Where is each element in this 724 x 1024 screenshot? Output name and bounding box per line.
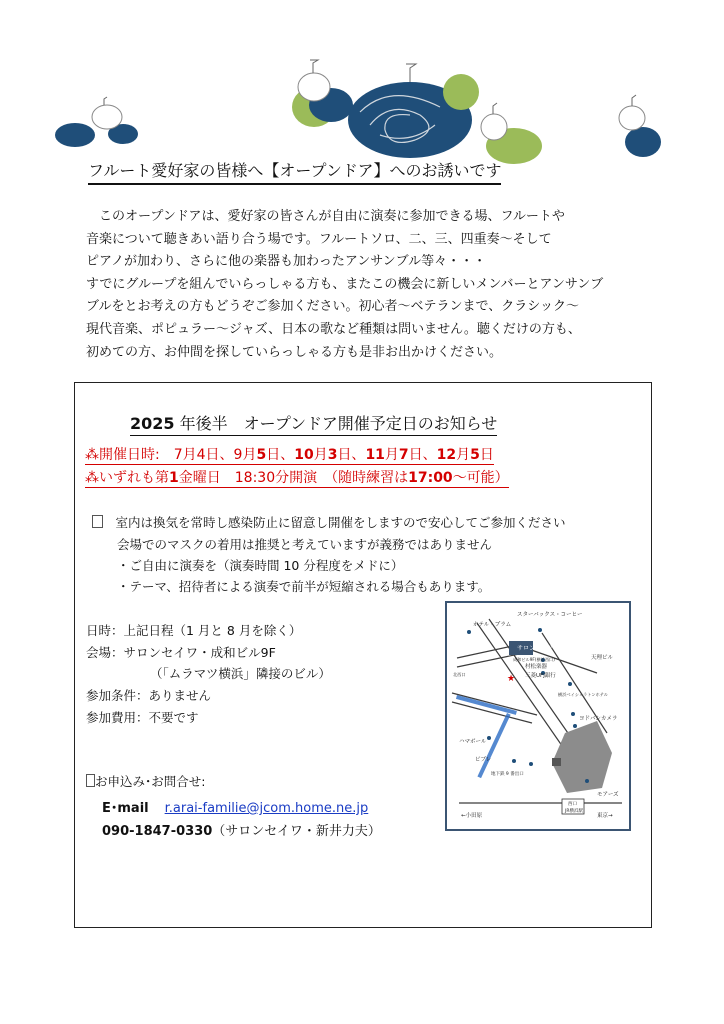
email-link[interactable]: r.arai-familie@jcom.home.ne.jp [164, 801, 369, 816]
info-date: 日時：上記日程（1 月と 8 月を除く） [86, 623, 302, 638]
date-num: 5 [256, 447, 267, 463]
dates-prefix: ⁂開催日時: 7月4日、9月 [85, 447, 257, 463]
map-label-subway: 地下鉄 9 番出口 [491, 772, 524, 777]
date-sep: 日、 [337, 447, 366, 463]
map-label-odawara: ←小田原 [461, 813, 483, 819]
date-sep: 日、 [408, 447, 437, 463]
intro-line: このオープンドアは、愛好家の皆さんが自由に演奏に参加できる場、フルートや [86, 209, 565, 224]
checkbox-icon [92, 515, 103, 528]
notice-title [130, 411, 497, 436]
event-schedule [85, 469, 509, 488]
checkbox-icon [86, 774, 95, 787]
map-label-moas: モアーズ [597, 792, 619, 798]
date-sep: 日、 [266, 447, 295, 463]
map-label-kitanishi: 北西口 [453, 672, 466, 677]
date-num: 7 [398, 447, 409, 463]
map-label-mufg: 三菱UFJ銀行 [525, 673, 556, 679]
map-label-murao: 村松楽器 [525, 664, 548, 670]
date-num: 5 [470, 447, 480, 463]
decorative-ornaments [0, 0, 724, 165]
date-num: 11 [365, 447, 385, 463]
map-label-starbucks: スターバックス・コーヒー [517, 612, 583, 618]
venue-star-icon: ★ [507, 674, 516, 684]
contact-tel-row [102, 820, 381, 839]
map-label-tokyo: 東京→ [597, 813, 613, 819]
event-dates [85, 446, 494, 465]
map-label-hamaboru: ハマボール [459, 739, 487, 745]
ornament-circles-icon [55, 73, 661, 164]
info-venue: 会場：サロンセイワ・成和ビル9F [86, 645, 276, 660]
date-sep: 月 [313, 447, 328, 463]
date-sep: 月 [456, 447, 471, 463]
date-num: 12 [436, 447, 457, 463]
schedule-prefix: ⁂いずれも第 [85, 470, 169, 486]
schedule-end: ～可能） [452, 470, 509, 486]
intro-paragraph [86, 206, 646, 364]
date-sep: 月 [384, 447, 399, 463]
email-label: E･mail [102, 801, 149, 816]
info-condition: 参加条件：ありません [86, 688, 212, 703]
intro-line: 初めての方、お仲間を探していらっしゃる方も是非お出かけください。 [86, 344, 503, 360]
contact-heading-text: お申込み･お問合せ: [95, 774, 206, 789]
intro-line: ピアノが加わり、さらに他の楽器も加わったアンサンブル等々・・・ [86, 254, 487, 270]
date-num: 10 [294, 447, 314, 463]
notice-year: 2025 [130, 414, 175, 433]
note-line: ・ご自由に演奏を（演奏時間 10 分程度をメドに） [92, 558, 404, 573]
contact-email-row [102, 797, 368, 816]
schedule-num: 1 [169, 470, 179, 486]
map-label-salon: サロンセイワ [517, 645, 553, 652]
intro-line: 現代音楽、ポピュラー～ジャズ、日本の歌など種類は問いません。聴くだけの方も、 [86, 321, 581, 337]
contact-heading [86, 773, 205, 791]
schedule-mid: 金曜日 18:30分開演 （随時練習は [178, 470, 409, 486]
intro-line: ブルをとお考えの方もどうぞご参加ください。初心者～ベテランまで、クラシック～ [86, 299, 579, 315]
note-line: 会場でのマスクの着用は推奨と考えていますが義務ではありません [92, 537, 493, 552]
intro-line: 音楽について聴きあい語り合う場です。フルートソロ、二、三、四重奏～そして [86, 231, 552, 247]
date-sep: 日 [479, 447, 494, 463]
map-label-tenri: 天理ビル [591, 655, 614, 661]
notice-title-text: 年後半 オープンドア開催予定日のお知らせ [174, 414, 498, 433]
note-text: 室内は換気を常時し感染防止に留意し開催をしますので安心してご参加ください [103, 515, 566, 530]
map-label-yodobashi: ヨドバシカメラ [579, 716, 618, 722]
map-label-vivre: ビブレ [475, 757, 492, 763]
map-label-station: JR横浜駅 [565, 809, 583, 814]
schedule-time: 17:00 [408, 470, 453, 486]
info-fee: 参加費用：不要です [86, 710, 199, 725]
map-label-salon-sub: 成和ビル9F(横浜西口) [513, 657, 555, 662]
map-label-station-top: 西口 [568, 802, 577, 807]
note-line: ・テーマ、招待者による演奏で前半が短縮される場合もあります。 [92, 579, 491, 594]
phone-number[interactable]: 090-1847-0330 [102, 824, 213, 839]
venue-map [445, 601, 631, 831]
map-label-hotel: ホテル・プラム [473, 622, 512, 628]
map-label-hotel2: 横浜ベイシェラトンホテル [558, 692, 608, 697]
intro-line: すでにグループを組んでいらっしゃる方も、またこの機会に新しいメンバーとアンサンブ [86, 276, 604, 292]
page-title: フルート愛好家の皆様へ【オープンドア】へのお誘いです [88, 158, 501, 185]
date-num: 3 [327, 447, 338, 463]
phone-note: （サロンセイワ・新井力夫） [212, 824, 381, 839]
info-venue-note: （「ムラマツ横浜」隣接のビル） [150, 666, 331, 681]
note-line [92, 514, 566, 532]
